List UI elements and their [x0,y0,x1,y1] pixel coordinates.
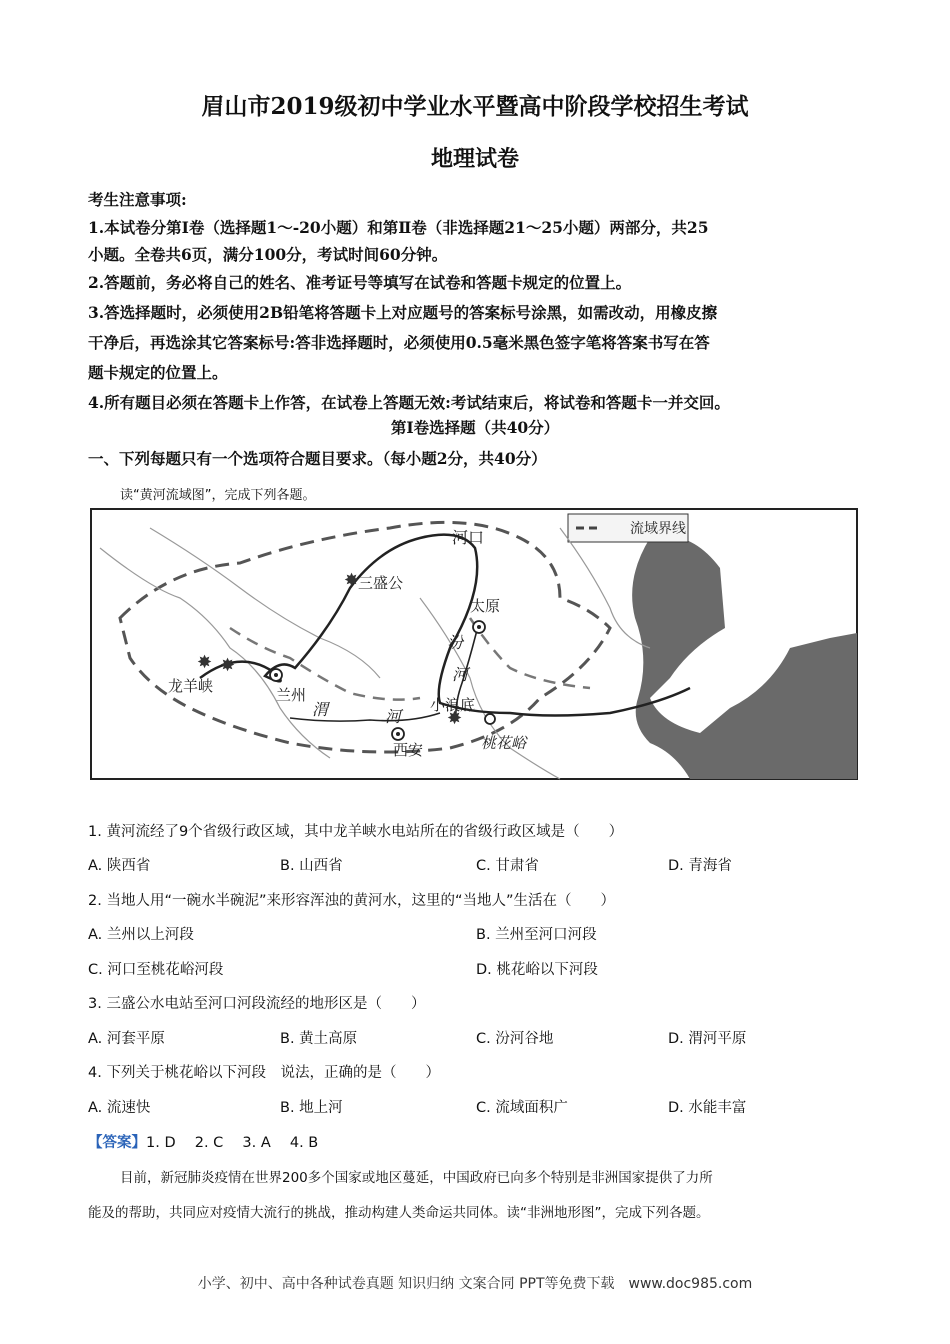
question-2-option-d[interactable]: D. 桃花峪以下河段 [476,962,598,978]
taiyuan-marker-dot [477,625,481,629]
label-taohuayu: 桃花峪 [481,734,527,752]
map-intro: 读“黄河流域图”，完成下列各题。 [120,488,316,503]
section-instruction: 一、下列每题只有一个选项符合题目要求。（每小题2分，共40分） [88,449,547,468]
label-xian: 西安 [393,741,424,759]
question-4-option-a[interactable]: A. 流速快 [88,1100,151,1116]
question-3-option-c[interactable]: C. 汾河谷地 [476,1031,554,1047]
question-4-option-c[interactable]: C. 流域面积广 [476,1100,568,1116]
longyangxia-dam-icon-1: ✸ [197,652,213,673]
question-2-option-a[interactable]: A. 兰州以上河段 [88,927,194,943]
label-wei: 渭 [312,700,329,719]
question-2-option-c[interactable]: C. 河口至桃花峪河段 [88,962,224,978]
longyangxia-dam-icon-2: ✸ [220,655,236,676]
question-4-option-d[interactable]: D. 水能丰富 [668,1100,747,1116]
question-4-option-b[interactable]: B. 地上河 [280,1100,343,1116]
answer-line [88,1131,318,1152]
subject-title: 地理试卷 [430,146,519,172]
passage-line-2: 能及的帮助，共同应对疫情大流行的挑战，推动构建人类命运共同体。读“非洲地形图”，完成下列各题。 [88,1205,710,1221]
label-xiaolangdi: 小浪底 [430,696,476,714]
question-1-option-b[interactable]: B. 山西省 [280,858,343,874]
yellow-river-basin-map [90,508,858,780]
label-longyangxia: 龙羊峡 [168,677,214,695]
note-line-3a: 3.答选择题时，必须使用2B铅笔将答题卡上对应题号的答案标号涂黑，如需改动，用橡皮擦 [88,303,718,322]
question-1-stem: 1. 黄河流经了9个省级行政区域，其中龙羊峡水电站所在的省级行政区域是（ ） [88,824,624,840]
legend-label: 流域界线 [630,521,686,537]
question-3-option-d[interactable]: D. 渭河平原 [668,1031,747,1047]
note-line-1a: 1.本试卷分第Ⅰ卷（选择题1～-20小题）和第Ⅱ卷（非选择题21～25小题）两部分，共25 [88,218,709,237]
sanshenggong-dam-icon: ✸ [344,570,360,591]
label-taiyuan: 太原 [470,597,501,615]
note-line-3c: 题卡规定的位置上。 [88,363,228,382]
exam-title: 眉山市2019级初中学业水平暨高中阶段学校招生考试 [201,93,749,120]
question-3-option-b[interactable]: B. 黄土高原 [280,1031,358,1047]
note-line-4: 4.所有题目必须在答题卡上作答，在试卷上答题无效:考试结束后，将试卷和答题卡一并交回。 [88,393,730,412]
question-3-stem: 3. 三盛公水电站至河口河段流经的地形区是（ ） [88,996,426,1012]
answer-text: 1. D 2. C 3. A 4. B [146,1135,319,1151]
notes-heading: 考生注意事项: [88,190,187,209]
xiaolangdi-dam-icon: ✸ [447,708,463,729]
note-line-2: 2.答题前，务必将自己的姓名、准考证号等填写在试卷和答题卡规定的位置上。 [88,273,632,292]
label-sanshenggong: 三盛公 [358,574,404,592]
note-line-3b: 干净后，再选涂其它答案标号:答非选择题时，必须使用0.5毫米黑色签字笔将答案书写在答 [88,333,710,352]
label-hekou: 河口 [452,528,485,547]
passage-line-1: 目前，新冠肺炎疫情在世界200多个国家或地区蔓延，中国政府已向多个特别是非洲国家提供了力所 [120,1170,713,1186]
xian-marker-dot [396,732,400,736]
taohuayu-marker [485,714,495,724]
question-2-stem: 2. 当地人用“一碗水半碗泥”来形容浑浊的黄河水，这里的“当地人”生活在（ ） [88,893,615,909]
footer-text: 小学、初中、高中各种试卷真题 知识归纳 文案合同 PPT等免费下载 www.doc985.com [197,1276,753,1292]
label-lanzhou: 兰州 [276,686,307,704]
label-he-fen: 河 [452,665,469,684]
question-4-stem: 4. 下列关于桃花峪以下河段 说法，正确的是（ ） [88,1065,440,1081]
question-2-option-b[interactable]: B. 兰州至河口河段 [476,927,597,943]
label-fen: 汾 [447,633,464,652]
answer-tag: 【答案】 [88,1135,146,1151]
note-line-1b: 小题。全卷共6页，满分100分，考试时间60分钟。 [88,245,448,264]
question-1-option-d[interactable]: D. 青海省 [668,858,732,874]
label-he-wei: 河 [385,707,402,726]
section-title: 第Ⅰ卷选择题（共40分） [390,418,560,437]
question-1-option-c[interactable]: C. 甘肃省 [476,858,539,874]
question-3-option-a[interactable]: A. 河套平原 [88,1031,165,1047]
question-1-option-a[interactable]: A. 陕西省 [88,858,151,874]
lanzhou-marker-dot [274,673,278,677]
